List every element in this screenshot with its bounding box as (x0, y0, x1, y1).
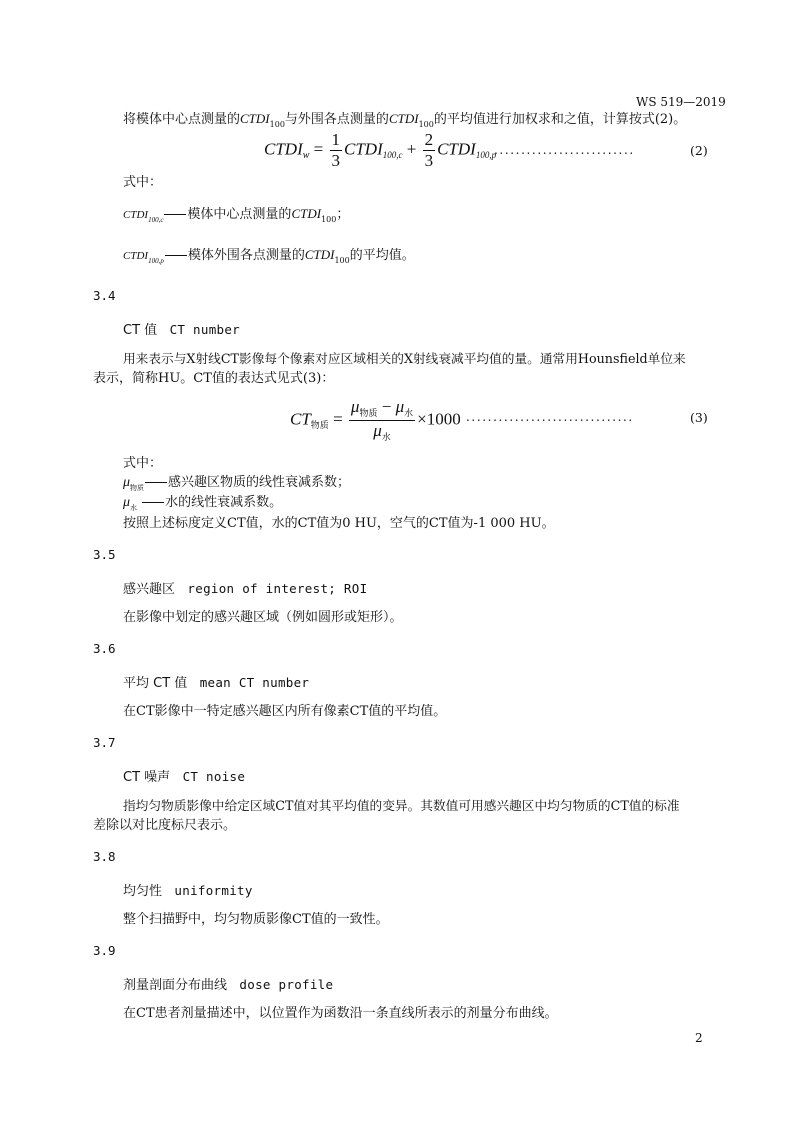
mu-fraction (349, 397, 415, 444)
section-number-3-6: 3.6 (93, 641, 116, 656)
ctdi-symbol: CTDI (388, 111, 419, 126)
page-number: 2 (695, 1031, 703, 1045)
term-chinese: 平均 CT 值 (123, 676, 188, 691)
equation-3-number: (3) (690, 410, 708, 425)
text-fragment: 的平均值进行加权求和之值，计算按式(2)。 (433, 112, 687, 127)
fraction-one-third: $\frac{1}{3}$ (331, 130, 340, 170)
definition-ctdi-p (123, 245, 415, 267)
subscript: 100,c (148, 216, 164, 224)
symbol: CTDI (123, 209, 149, 221)
equals-sign: = (313, 139, 324, 159)
term-ct-noise (123, 766, 245, 785)
definition-dose-profile: 在CT患者剂量描述中，以位置作为函数沿一条直线所表示的剂量分布曲线。 (123, 1006, 558, 1021)
text-fragment: ； (336, 207, 350, 222)
definition-mean-ct-number: 在CT影像中一特定感兴趣区内所有像素CT值的平均值。 (123, 704, 447, 719)
equation-3-leader-dots: ............................... (466, 410, 634, 424)
mu-symbol: μ (395, 397, 405, 416)
text-fragment: 的平均值。 (349, 248, 415, 263)
definition-ct-number-line2: 表示，简称HU。CT值的表达式见式(3)： (93, 371, 335, 386)
definition-roi: 在影像中划定的感兴趣区域（例如圆形或矩形）。 (123, 610, 403, 625)
definition-ct-noise-line2: 差除以对比度标尺表示。 (93, 818, 237, 833)
term-english: uniformity (174, 883, 253, 898)
definition-uniformity: 整个扫描野中，均匀物质影像CT值的一致性。 (123, 912, 389, 927)
text-fragment: 与外围各点测量的 (284, 112, 389, 127)
ctdi-symbol: CTDI (240, 111, 270, 126)
equals-sign: = (333, 409, 343, 429)
em-dash (164, 214, 186, 215)
ct-scale-note: 按照上述标度定义CT值，水的CT值为0 HU，空气的CT值为-1 000 HU。 (123, 516, 555, 531)
eq-term: CTDI (344, 139, 383, 159)
plus-sign: + (406, 139, 417, 159)
term-dose-profile (123, 974, 333, 993)
section-number-3-7: 3.7 (93, 735, 116, 750)
standard-code: WS 519—2019 (636, 95, 726, 109)
eq-lhs: CT (290, 409, 311, 429)
term-english: CT noise (182, 769, 246, 784)
subscript: 100,c (382, 150, 403, 161)
term-chinese: CT 噪声 (123, 770, 171, 785)
subscript: 100 (418, 120, 434, 129)
term-mean-ct-number (123, 672, 309, 691)
subscript: 100 (269, 120, 285, 129)
text-fragment: 模体中心点测量的 (187, 207, 292, 222)
ctdi-symbol: CTDI (291, 206, 322, 221)
symbol: CTDI (123, 250, 149, 262)
minus-sign: − (381, 397, 392, 416)
subscript: 水 (381, 433, 391, 443)
fraction-two-thirds: $\frac{2}{3}$ (424, 130, 434, 170)
eq-lhs: CTDI (264, 139, 303, 159)
times-1000: ×1000 (417, 409, 461, 429)
where-label: 式中： (123, 175, 163, 190)
ctdi-symbol: CTDI (304, 247, 335, 262)
equation-2-number: (2) (690, 143, 708, 158)
em-dash (145, 482, 167, 483)
em-dash (142, 502, 164, 503)
subscript: 100,p (148, 257, 164, 265)
definition-ctdi-c (123, 204, 349, 226)
term-chinese: CT 值 (123, 323, 158, 338)
mu-symbol: μ (373, 421, 382, 440)
mu-symbol: μ (350, 397, 360, 416)
mu-symbol: μ (123, 475, 131, 490)
term-english: region of interest; ROI (187, 581, 368, 596)
subscript: 100 (321, 215, 337, 224)
term-uniformity (123, 880, 253, 899)
term-roi (123, 578, 367, 597)
term-ct-number (123, 319, 240, 338)
subscript: 物质 (130, 484, 145, 492)
subscript: 100 (334, 256, 350, 265)
subscript: 水 (404, 409, 414, 419)
definition-ct-noise-line1: 指均匀物质影像中给定区域CT值对其平均值的变异。其数值可用感兴趣区中均匀物质的CT值的标准 (123, 798, 680, 813)
section-number-3-9: 3.9 (93, 943, 116, 958)
text-fragment: 水的线性衰减系数。 (165, 495, 283, 510)
subscript: 水 (130, 504, 138, 512)
term-english: mean CT number (199, 675, 310, 690)
where-label: 式中： (123, 456, 163, 471)
equation-2-leader-dots: .......................... (494, 143, 635, 157)
section-number-3-4: 3.4 (93, 288, 116, 303)
equation-2 (264, 130, 496, 171)
text-fragment: 将模体中心点测量的 (123, 112, 241, 127)
term-english: dose profile (239, 977, 334, 992)
term-chinese: 剂量剖面分布曲线 (123, 978, 228, 993)
em-dash (165, 255, 187, 256)
subscript: w (302, 150, 310, 162)
eq-term: CTDI (437, 139, 476, 159)
section-number-3-8: 3.8 (93, 849, 116, 864)
text-fragment: 感兴趣区物质的线性衰减系数； (168, 475, 351, 490)
equation-3 (290, 397, 461, 444)
subscript: 物质 (310, 421, 329, 432)
definition-mu-material (123, 473, 350, 494)
definition-mu-water (123, 493, 282, 514)
definition-ct-number-line1: 用来表示与X射线CT影像每个像素对应区域相关的X射线衰减平均值的量。通常用Hounsfield单位来 (123, 351, 686, 366)
term-chinese: 均匀性 (123, 884, 163, 899)
mu-symbol: μ (123, 495, 131, 510)
weighted-paragraph (123, 109, 686, 131)
section-number-3-5: 3.5 (93, 547, 116, 562)
term-chinese: 感兴趣区 (123, 582, 176, 597)
term-english: CT number (169, 322, 240, 337)
subscript: 物质 (359, 409, 378, 419)
text-fragment: 模体外围各点测量的 (187, 248, 305, 263)
subscript: 100,p (475, 150, 497, 161)
